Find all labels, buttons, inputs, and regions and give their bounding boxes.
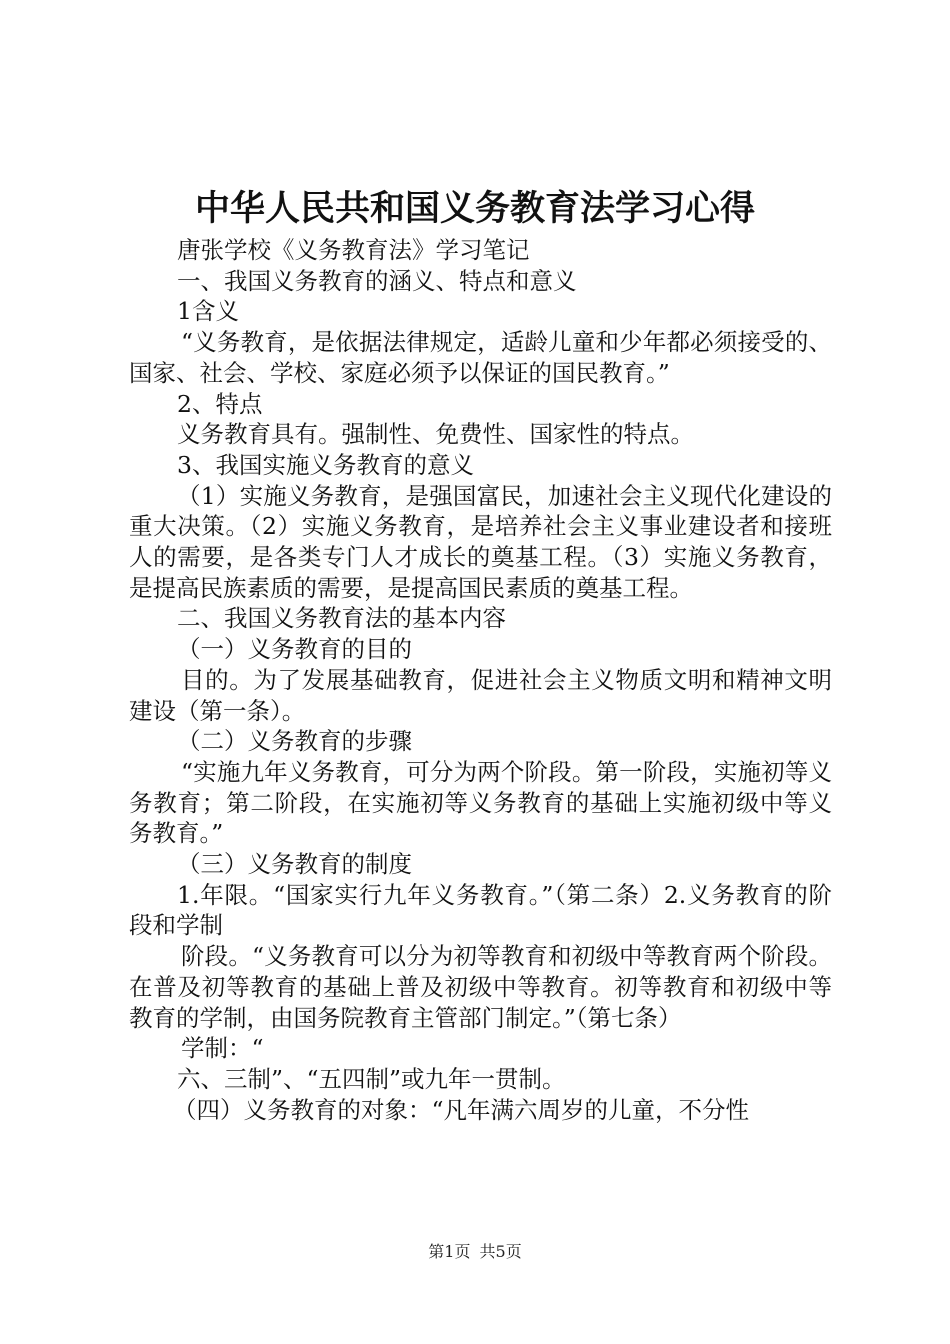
paragraph-features: 义务教育具有。强制性、免费性、国家性的特点。	[177, 420, 694, 449]
paragraph-item-2: 2、特点	[177, 389, 263, 418]
page-number: 第1页	[428, 1242, 471, 1261]
paragraph-item-1: 1含义	[177, 297, 239, 326]
paragraph-duration: 1.年限。“国家实行九年义务教育。”（第二条）2.义务教育的阶段和学制	[129, 880, 832, 940]
paragraph-purpose: 目的。为了发展基础教育，促进社会主义物质文明和精神文明建设（第一条）。	[129, 665, 832, 725]
paragraph-subheading-4: （四）义务教育的对象：“凡年满六周岁的儿童，不分性	[173, 1095, 750, 1124]
paragraph-subtitle: 唐张学校《义务教育法》学习笔记	[177, 236, 530, 264]
paragraph-significance: （1）实施义务教育，是强国富民，加速社会主义现代化建设的重大决策。（2）实施义务教育，是培养社会主义事业建设者和接班人的需要，是各类专门人才成长的奠基工程。（3）实施义务教育，是提高民族素质的需要，是提高国民素质的奠基工程。	[129, 481, 832, 602]
page-total: 共5页	[479, 1242, 522, 1261]
paragraph-school-system: 学制：“	[181, 1034, 264, 1063]
paragraph-heading-1: 一、我国义务教育的涵义、特点和意义	[177, 266, 577, 295]
paragraph-subheading-3: （三）义务教育的制度	[177, 850, 412, 879]
paragraph-stages: 阶段。“义务教育可以分为初等教育和初级中等教育两个阶段。在普及初等教育的基础上普及初级中等教育。初等教育和初级中等教育的学制，由国务院教育主管部门制定。”（第七条）	[129, 942, 832, 1032]
document-body	[129, 235, 832, 1125]
paragraph-item-3: 3、我国实施义务教育的意义	[177, 450, 474, 479]
paragraph-subheading-2: （二）义务教育的步骤	[177, 727, 412, 756]
paragraph-subheading-1: （一）义务教育的目的	[177, 635, 412, 664]
paragraph-steps: “实施九年义务教育，可分为两个阶段。第一阶段，实施初等义务教育；第二阶段，在实施初等义务教育的基础上实施初级中等义务教育。”	[129, 757, 832, 848]
paragraph-heading-2: 二、我国义务教育法的基本内容	[177, 604, 506, 633]
paragraph-school-system-types: 六、三制”、“五四制”或九年一贯制。	[177, 1064, 566, 1093]
page-footer	[0, 1241, 950, 1263]
paragraph-definition: “义务教育，是依据法律规定，适龄儿童和少年都必须接受的、国家、社会、学校、家庭必须予以保证的国民教育。”	[129, 328, 832, 387]
document-title: 中华人民共和国义务教育法学习心得	[194, 189, 755, 229]
